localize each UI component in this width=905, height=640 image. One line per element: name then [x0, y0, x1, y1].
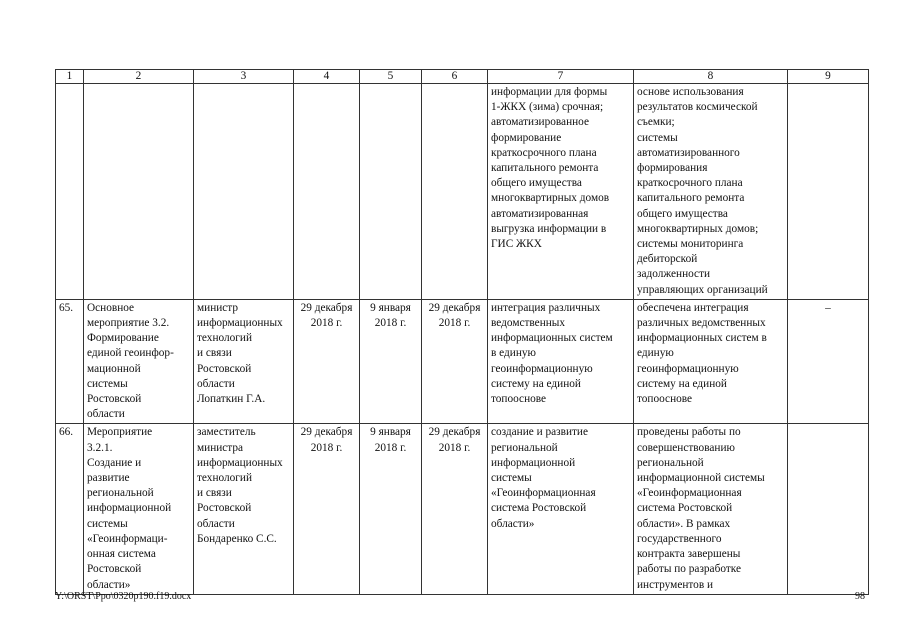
plan-table [55, 69, 869, 595]
cell-line: 2018 г. [374, 317, 407, 330]
cell-line: обеспечена интеграция [637, 301, 749, 314]
row-number-cell [56, 84, 84, 300]
cell-line: информационной [87, 502, 172, 515]
cell-line: выгрузка информации в [491, 222, 607, 235]
cell-line: различных ведомственных [637, 317, 766, 330]
table-header-row [56, 70, 869, 84]
cell-line: Лопаткин Г.А. [197, 393, 266, 406]
cell-line: и связи [197, 487, 232, 500]
cell-line: информационных [197, 456, 283, 469]
end-date-cell [360, 84, 422, 300]
cell-line: области» [491, 517, 535, 530]
date-cell [422, 299, 488, 424]
cell-line: информационной [491, 456, 576, 469]
header-cell: 9 [788, 70, 869, 84]
row-number-cell [56, 424, 84, 594]
row-number: 65. [59, 301, 74, 314]
cell-line: управляющих организаций [637, 283, 768, 296]
cell-line: краткосрочного плана [637, 177, 743, 190]
planned-result-cell [488, 424, 634, 594]
cell-line: 2018 г. [438, 441, 471, 454]
cell-line: региональной [637, 456, 704, 469]
cell-line: Основное [87, 301, 135, 314]
responsible-cell [194, 299, 294, 424]
actual-result-cell [634, 84, 788, 300]
responsible-cell [194, 84, 294, 300]
table-row [56, 424, 869, 594]
cell-line: информационных [197, 317, 283, 330]
actual-result-cell [634, 424, 788, 594]
cell-line: работы по разработке [637, 563, 741, 576]
cell-line: информационной системы [637, 472, 765, 485]
date-cell [422, 84, 488, 300]
table-row [56, 299, 869, 424]
cell-line: автоматизированное [491, 116, 589, 129]
actual-result-cell [634, 299, 788, 424]
header-cell: 1 [56, 70, 84, 84]
cell-line: система Ростовской [491, 502, 587, 515]
cell-line: проведены работы по [637, 426, 741, 439]
cell-line: создание и развитие [491, 426, 588, 439]
cell-line: многоквартирных домов [491, 192, 610, 205]
cell-line: системы [87, 517, 128, 530]
cell-line: информационных систем [491, 332, 613, 345]
cell-line: общего имущества [491, 177, 582, 190]
cell-line: области [197, 377, 235, 390]
cell-line: 2018 г. [310, 317, 343, 330]
cell-line: формирование [491, 131, 562, 144]
cell-line: инструментов и [637, 578, 714, 591]
file-path: Y:\ORST\Ppo\0320p190.f19.docx [55, 591, 192, 602]
cell-line: Ростовской [87, 393, 142, 406]
note-cell [788, 299, 869, 424]
table-row [56, 84, 869, 300]
date-cell [422, 424, 488, 594]
cell-line: 9 января [370, 301, 411, 314]
cell-line: совершенствованию [637, 441, 735, 454]
row-number: 66. [59, 426, 74, 439]
activity-cell [84, 299, 194, 424]
cell-line: задолженности [637, 268, 711, 281]
planned-result-cell [488, 84, 634, 300]
cell-line: области» [87, 578, 131, 591]
cell-line: министр [197, 301, 239, 314]
cell-line: дебиторской [637, 253, 698, 266]
cell-line: «Геоинформационная [637, 487, 742, 500]
cell-line: систему на единой [637, 377, 727, 390]
header-cell: 4 [294, 70, 360, 84]
cell-line: и связи [197, 347, 232, 360]
start-date-cell [294, 299, 360, 424]
note-cell [788, 84, 869, 300]
cell-line: многоквартирных домов; [637, 222, 759, 235]
cell-line: 2018 г. [374, 441, 407, 454]
cell-line: формирования [637, 162, 708, 175]
cell-line: 29 декабря [300, 301, 353, 314]
cell-line: области». В рамках [637, 517, 731, 530]
cell-line: Бондаренко С.С. [197, 532, 277, 545]
cell-line: региональной [87, 487, 154, 500]
cell-line: мационной [87, 362, 141, 375]
header-cell: 2 [84, 70, 194, 84]
cell-line: геоинформационную [491, 362, 593, 375]
cell-line: Мероприятие [87, 426, 153, 439]
cell-line: 2018 г. [438, 317, 471, 330]
cell-line: 1-ЖКХ (зима) срочная; [491, 101, 604, 114]
cell-line: системы [491, 472, 532, 485]
cell-line: съемки; [637, 116, 675, 129]
cell-line: ведомственных [491, 317, 566, 330]
cell-line: ГИС ЖКХ [491, 238, 542, 251]
start-date-cell [294, 84, 360, 300]
cell-line: технологий [197, 332, 253, 345]
header-cell: 5 [360, 70, 422, 84]
cell-line: единую [637, 347, 674, 360]
cell-line: системы [637, 131, 678, 144]
cell-line: систему на единой [491, 377, 581, 390]
cell-line: министра [197, 441, 244, 454]
cell-line: 9 января [370, 426, 411, 439]
cell-line: Ростовской [197, 502, 252, 515]
cell-line: геоинформационную [637, 362, 739, 375]
cell-line: региональной [491, 441, 558, 454]
cell-line: результатов космической [637, 101, 758, 114]
note-dash: – [825, 301, 831, 314]
cell-line: информации для формы [491, 86, 608, 98]
end-date-cell [360, 299, 422, 424]
cell-line: 3.2.1. [87, 441, 113, 454]
cell-line: топооснове [491, 393, 547, 406]
activity-cell [84, 84, 194, 300]
cell-line: система Ростовской [637, 502, 733, 515]
header-cell: 6 [422, 70, 488, 84]
responsible-cell [194, 424, 294, 594]
cell-line: технологий [197, 472, 253, 485]
header-cell: 8 [634, 70, 788, 84]
row-number-cell [56, 299, 84, 424]
cell-line: 29 декабря [428, 426, 481, 439]
cell-line: капитального ремонта [491, 162, 599, 175]
header-cell: 7 [488, 70, 634, 84]
cell-line: области [197, 517, 235, 530]
activity-cell [84, 424, 194, 594]
cell-line: мероприятие 3.2. [87, 317, 170, 330]
cell-line: онная система [87, 548, 156, 561]
cell-line: 2018 г. [310, 441, 343, 454]
page-number: 98 [855, 591, 865, 602]
cell-line: топооснове [637, 393, 693, 406]
cell-line: «Геоинформационная [491, 487, 596, 500]
cell-line: краткосрочного плана [491, 146, 597, 159]
cell-line: «Геоинформаци- [87, 532, 168, 545]
cell-line: Формирование [87, 332, 159, 345]
cell-line: 29 декабря [428, 301, 481, 314]
cell-line: Ростовской [197, 362, 252, 375]
note-cell [788, 424, 869, 594]
cell-line: Создание и [87, 456, 142, 469]
cell-line: развитие [87, 472, 130, 485]
cell-line: Ростовской [87, 563, 142, 576]
cell-line: области [87, 408, 125, 421]
cell-line: государственного [637, 532, 722, 545]
cell-line: капитального ремонта [637, 192, 745, 205]
cell-line: системы мониторинга [637, 238, 744, 251]
header-cell: 3 [194, 70, 294, 84]
cell-line: контракта завершены [637, 548, 741, 561]
cell-line: автоматизированного [637, 146, 740, 159]
end-date-cell [360, 424, 422, 594]
cell-line: системы [87, 377, 128, 390]
cell-line: информационных систем в [637, 332, 767, 345]
cell-line: единой геоинфор- [87, 347, 174, 360]
cell-line: заместитель [197, 426, 256, 439]
cell-line: основе использования [637, 86, 744, 98]
cell-line: автоматизированная [491, 207, 589, 220]
start-date-cell [294, 424, 360, 594]
cell-line: 29 декабря [300, 426, 353, 439]
cell-line: в единую [491, 347, 536, 360]
planned-result-cell [488, 299, 634, 424]
cell-line: общего имущества [637, 207, 728, 220]
cell-line: интеграция различных [491, 301, 601, 314]
